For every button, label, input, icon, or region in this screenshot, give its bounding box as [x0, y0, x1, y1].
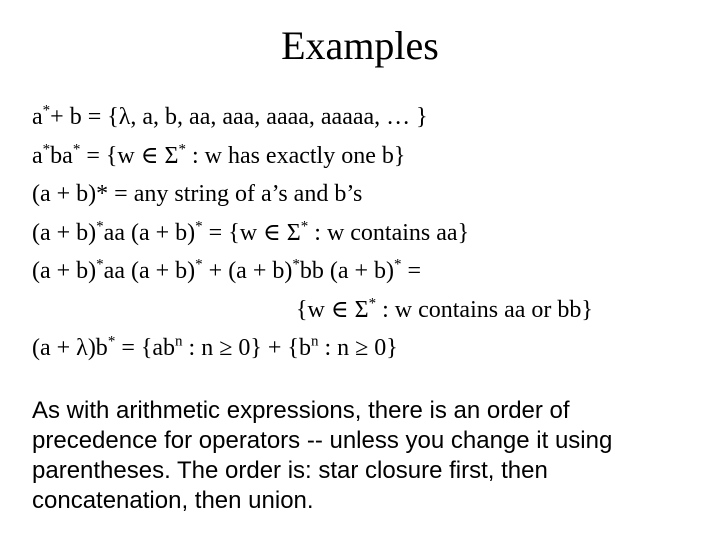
star-superscript: *: [300, 217, 309, 234]
star-superscript: *: [195, 256, 203, 273]
exponent-superscript: n: [175, 333, 183, 350]
star-superscript: *: [394, 256, 402, 273]
examples-list: [32, 98, 692, 368]
expr-text: ba: [50, 142, 73, 169]
expr-text: (a + b): [32, 258, 97, 284]
slide-title: Examples: [281, 23, 439, 68]
example-line: [32, 252, 692, 291]
star-superscript: *: [107, 333, 116, 350]
expr-text: = {ab: [115, 335, 176, 361]
exponent-superscript: n: [310, 333, 319, 350]
example-line: [32, 214, 692, 253]
expr-text: {w ∈ Σ: [296, 296, 369, 323]
expr-text: : w has exactly one b}: [185, 142, 406, 169]
expr-text: : w contains aa}: [308, 219, 470, 246]
expr-text: aa (a + b): [103, 258, 196, 284]
example-line: [32, 175, 692, 214]
expr-text: = {w ∈ Σ: [80, 142, 179, 169]
precedence-paragraph: As with arithmetic expressions, there is an order of precedence for operators -- unless you change it using parentheses. The order is: star closure first, then concatenation, then union.: [32, 397, 613, 514]
star-superscript: *: [72, 140, 81, 157]
star-superscript: *: [292, 256, 300, 273]
expr-text: : n ≥ 0}: [318, 335, 398, 361]
star-superscript: *: [96, 217, 104, 234]
expr-text: + (a + b): [202, 258, 293, 284]
expr-text: =: [401, 258, 422, 284]
example-line-continued: [32, 291, 692, 330]
expr-text: = {w ∈ Σ: [202, 219, 301, 246]
star-superscript: *: [195, 217, 203, 234]
star-superscript: *: [96, 256, 104, 273]
expr-text: : n ≥ 0} + {b: [182, 335, 311, 361]
expr-text: a: [32, 142, 43, 169]
expr-text: aa (a + b): [103, 219, 196, 246]
star-superscript: *: [42, 140, 51, 157]
expr-text: a: [32, 104, 43, 130]
star-superscript: *: [42, 102, 51, 119]
example-line: [32, 329, 692, 368]
expr-text: bb (a + b): [299, 258, 395, 284]
star-superscript: *: [368, 294, 377, 311]
expr-text: (a + λ)b: [32, 335, 108, 361]
expr-text: + b = {λ, a, b, aa, aaa, aaaa, aaaaa, … }: [50, 104, 428, 130]
star-superscript: *: [178, 140, 186, 157]
expr-text: (a + b)* = any string of a’s and b’s: [32, 181, 363, 207]
expr-text: : w contains aa or bb}: [376, 296, 593, 323]
example-line: [32, 98, 692, 137]
expr-text: (a + b): [32, 219, 97, 246]
example-line: [32, 137, 692, 176]
